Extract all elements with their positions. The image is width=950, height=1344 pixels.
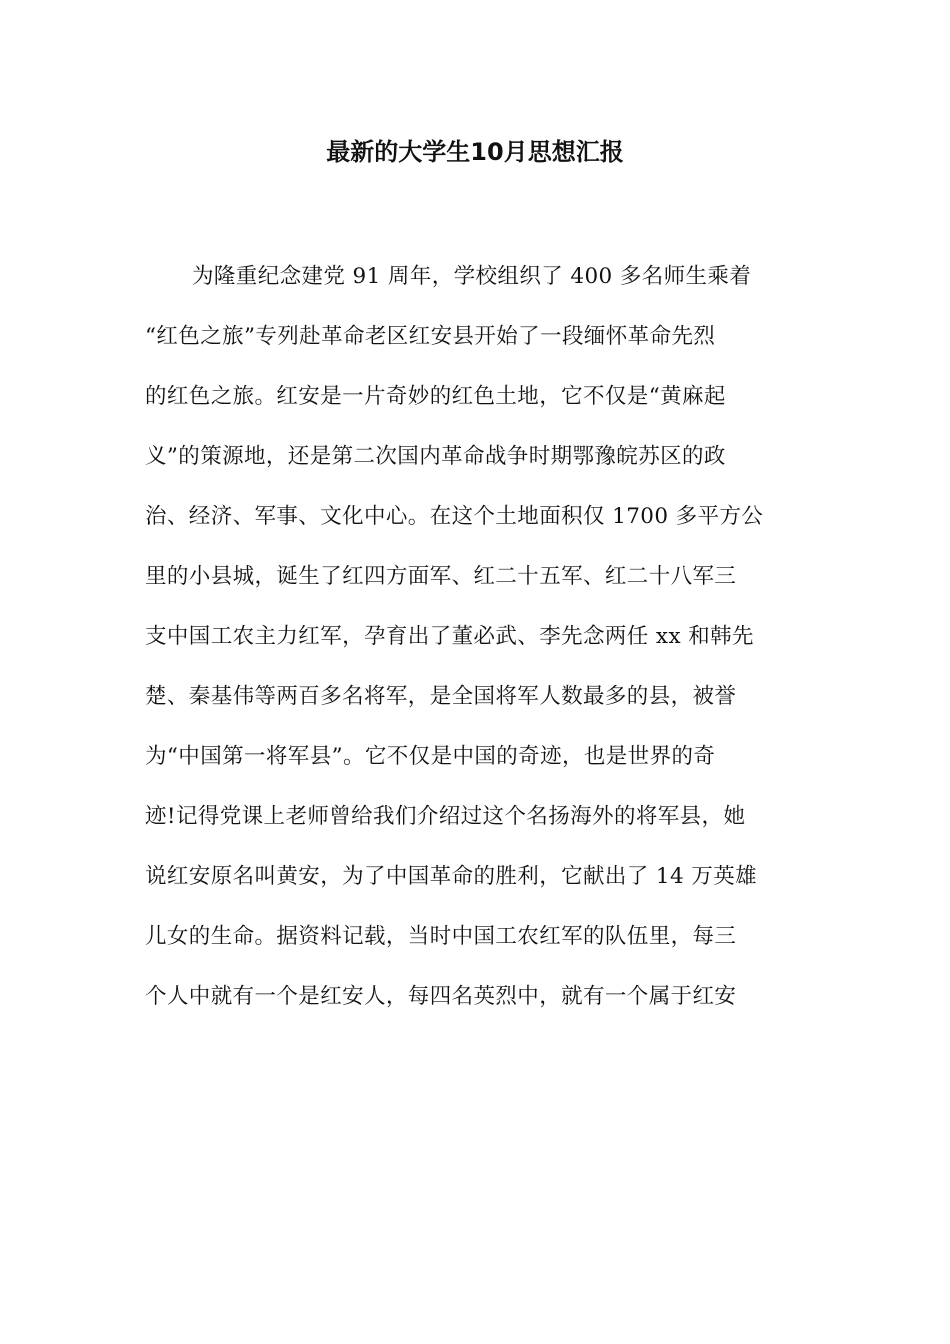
paragraph-line: 为隆重纪念建党 91 周年，学校组织了 400 多名师生乘着 bbox=[192, 264, 752, 289]
paragraph-line: “红色之旅”专列赴革命老区红安县开始了一段缅怀革命先烈 bbox=[145, 324, 716, 349]
paragraph-line: 支中国工农主力红军，孕育出了董必武、李先念两任 xx 和韩先 bbox=[145, 624, 754, 649]
paragraph-line: 的红色之旅。红安是一片奇妙的红色土地，它不仅是“黄麻起 bbox=[145, 384, 726, 409]
paragraph-line: 义”的策源地，还是第二次国内革命战争时期鄂豫皖苏区的政 bbox=[145, 444, 726, 469]
paragraph-line: 个人中就有一个是红安人，每四名英烈中，就有一个属于红安 bbox=[145, 984, 737, 1009]
paragraph-line: 治、经济、军事、文化中心。在这个土地面积仅 1700 多平方公 bbox=[145, 504, 764, 529]
paragraph-line: 说红安原名叫黄安，为了中国革命的胜利，它献出了 14 万英雄 bbox=[145, 864, 758, 889]
paragraph-line: 迹!记得党课上老师曾给我们介绍过这个名扬海外的将军县，她 bbox=[145, 804, 746, 829]
paragraph-line: 儿女的生命。据资料记载，当时中国工农红军的队伍里，每三 bbox=[145, 924, 737, 949]
paragraph-line: 里的小县城，诞生了红四方面军、红二十五军、红二十八军三 bbox=[145, 564, 737, 589]
document-body bbox=[145, 258, 805, 1038]
paragraph-line: 为“中国第一将军县”。它不仅是中国的奇迹，也是世界的奇 bbox=[145, 744, 716, 769]
paragraph-line: 楚、秦基伟等两百多名将军，是全国将军人数最多的县，被誉 bbox=[145, 684, 737, 709]
document-title: 最新的大学生10月思想汇报 bbox=[326, 138, 624, 166]
